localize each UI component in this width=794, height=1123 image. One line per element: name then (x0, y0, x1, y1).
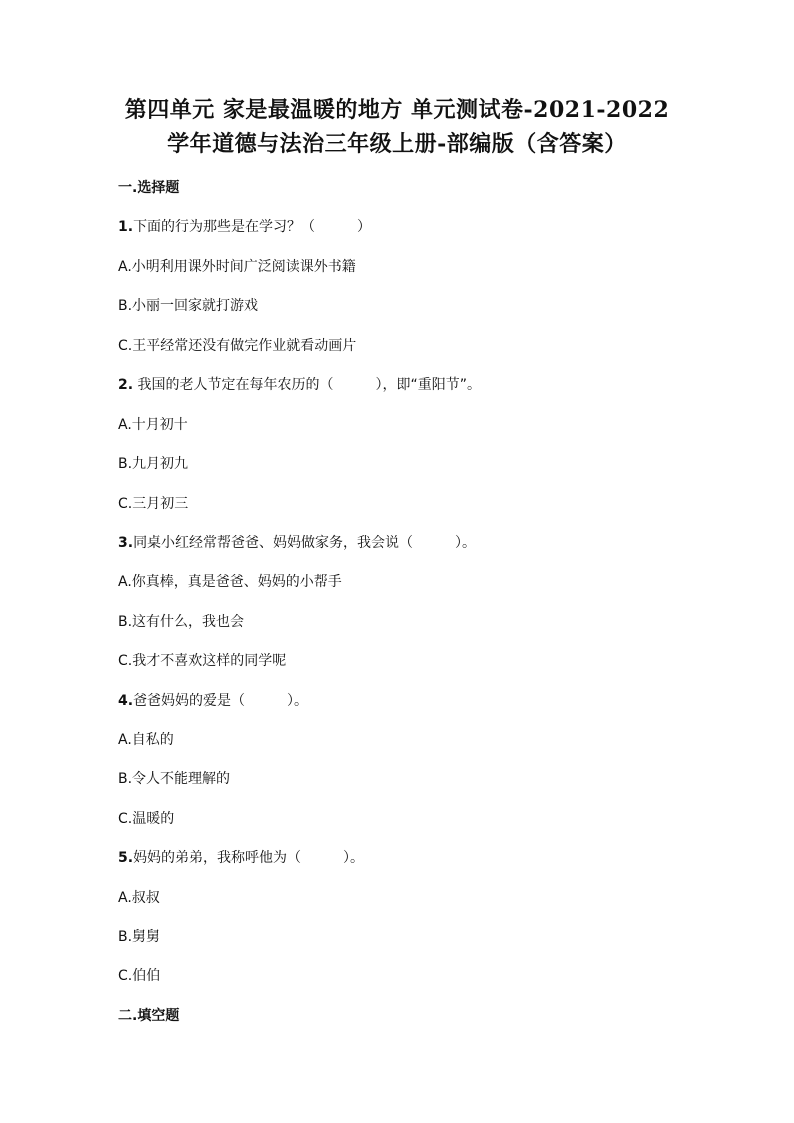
question-5 (118, 848, 364, 868)
option-1c: C.王平经常还没有做完作业就看动画片 (118, 338, 357, 354)
question-text: 妈妈的弟弟，我称呼他为（ ）。 (133, 850, 365, 866)
question-1 (118, 217, 371, 237)
question-number: 5. (118, 850, 134, 866)
option-5a: A.叔叔 (118, 890, 160, 906)
document-title-line-2: 学年道德与法治三年级上册-部编版（含答案） (167, 131, 627, 157)
question-text: 我国的老人节定在每年农历的（ ），即“重阳节”。 (133, 377, 482, 393)
option-5c: C.伯伯 (118, 968, 161, 984)
section-heading-choice: 一.选择题 (118, 180, 180, 196)
option-5b: B.舅舅 (118, 929, 161, 945)
section-heading-fill-blank: 二.填空题 (118, 1008, 180, 1024)
option-1a: A.小明利用课外时间广泛阅读课外书籍 (118, 259, 356, 275)
document-title-line-1: 第四单元 家是最温暖的地方 单元测试卷-2021-2022 (124, 97, 670, 123)
question-text: 下面的行为那些是在学习？（ ） (133, 219, 372, 235)
option-1b: B.小丽一回家就打游戏 (118, 298, 259, 314)
question-4 (118, 691, 308, 711)
option-4a: A.自私的 (118, 732, 174, 748)
question-number: 4. (118, 693, 134, 709)
question-2 (118, 375, 481, 395)
option-4b: B.令人不能理解的 (118, 771, 231, 787)
option-2b: B.九月初九 (118, 456, 189, 472)
question-text: 同桌小红经常帮爸爸、妈妈做家务，我会说（ ）。 (133, 535, 477, 551)
option-2c: C.三月初三 (118, 496, 189, 512)
option-3a: A.你真棒，真是爸爸、妈妈的小帮手 (118, 574, 342, 590)
option-3b: B.这有什么，我也会 (118, 614, 245, 630)
option-3c: C.我才不喜欢这样的同学呢 (118, 653, 287, 669)
question-number: 3. (118, 535, 134, 551)
question-number: 2. (118, 377, 134, 393)
question-number: 1. (118, 219, 134, 235)
option-2a: A.十月初十 (118, 417, 188, 433)
option-4c: C.温暖的 (118, 811, 175, 827)
question-text: 爸爸妈妈的爱是（ ）。 (133, 693, 309, 709)
question-3 (118, 533, 476, 553)
